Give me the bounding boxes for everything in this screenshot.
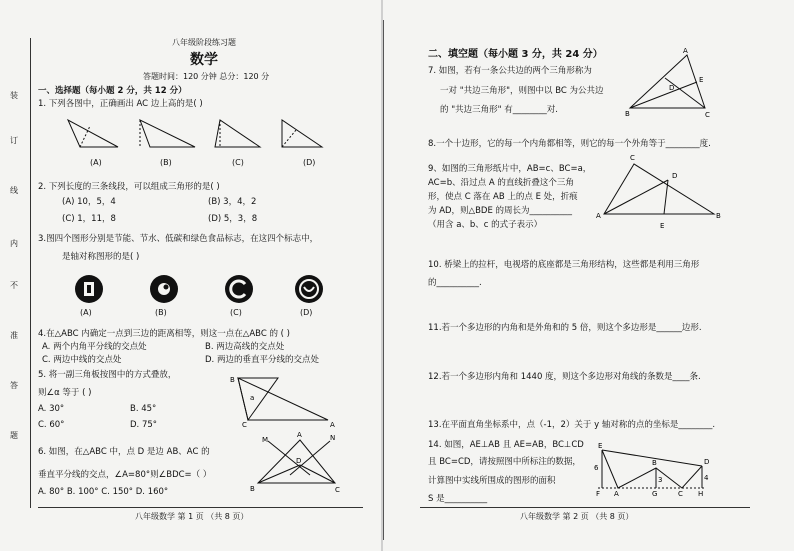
binding-char: 订 [10, 136, 18, 145]
footer-rule [38, 507, 363, 508]
q4-option-a: A. 两个内角平分线的交点处 [42, 342, 147, 352]
q5-label-alpha: a [250, 394, 255, 402]
q2-text: 2. 下列长度的三条线段，可以组成三角形的是( ) [38, 182, 220, 192]
q3-text-line2: 是轴对称图形的是( ) [62, 252, 140, 262]
q1-figure-a [68, 120, 118, 147]
q6-figure [250, 431, 350, 495]
q14-label-g: G [652, 490, 658, 498]
footer-rule [420, 507, 750, 508]
green-food-logo-icon [295, 275, 323, 303]
q3-text-line1: 3.图四个图形分别是节能、节水、低碳和绿色食品标志，在这四个标志中， [38, 234, 319, 244]
q1-figure-c [215, 120, 260, 147]
q6-label-c: C [335, 486, 340, 494]
q9-label-c: C [630, 154, 635, 162]
binding-char: 不 [10, 281, 18, 290]
q14-label-b: B [652, 459, 657, 467]
q13-text: 13.在平面直角坐标系中，点（-1，2）关于 y 轴对称的点的坐标是________. [428, 420, 716, 430]
q14-label-h: H [698, 490, 704, 498]
q14-text-line4: S 是__________ [428, 494, 488, 504]
q6-options: A. 80° B. 100° C. 150° D. 160° [38, 487, 169, 497]
q5-label-b: B [230, 376, 235, 384]
q5-option-c: C. 60° [38, 420, 65, 430]
q5-option-b: B. 45° [130, 404, 157, 414]
q7-label-a: A [683, 47, 688, 55]
q7-text-line2: 一对 "共边三角形"，则图中以 BC 为公共边 [440, 86, 604, 96]
q9-text-line3: 形，使点 C 落在 AB 上的点 E 处，折痕 [428, 192, 578, 202]
q6-label-b: B [250, 485, 255, 493]
q9-text-line2: AC=b、沿过点 A 的直线折叠这个三角 [428, 178, 574, 188]
q12-text: 12.若一个多边形内角和 1440 度，则这个多边形对角线的条数是____条. [428, 372, 701, 382]
binding-line [30, 38, 31, 508]
q14-text-line1: 14. 如图，AE⊥AB 且 AE=AB，BC⊥CD [428, 440, 584, 450]
q1-option-d: (D) [303, 158, 316, 167]
q5-option-a: A. 30° [38, 404, 65, 414]
q11-text: 11.若一个多边形的内角和是外角和的 5 倍，则这个多边形是______边形. [428, 323, 702, 333]
section-2-title: 二、填空题（每小题 3 分，共 24 分） [428, 49, 603, 60]
q10-text-line2: 的__________. [428, 278, 482, 288]
q9-text-line1: 9、如图的三角形纸片中，AB=c、BC=a， [428, 164, 592, 174]
binding-char: 准 [10, 331, 18, 340]
q14-label-3: 3 [658, 476, 663, 484]
q14-text-line3: 计算图中实线所围成的图形的面积 [428, 476, 556, 486]
page-footer-left: 八年级数学 第 1 页 （共 8 页） [135, 512, 249, 521]
q3-option-c: (C) [230, 308, 242, 317]
q2-option-c: (C) 1，11，8 [62, 214, 116, 224]
q3-option-a: (A) [80, 308, 92, 317]
q4-option-b: B. 两边高线的交点处 [205, 342, 285, 352]
q1-option-a: (A) [90, 158, 102, 167]
q2-option-a: (A) 10，5，4 [62, 197, 116, 207]
q1-text: 1. 下列各图中，正确画出 AC 边上高的是( ) [38, 99, 203, 109]
q1-option-b: (B) [160, 158, 172, 167]
binding-char: 答 [10, 381, 18, 390]
q1-figure-d [282, 120, 322, 147]
binding-char: 装 [10, 91, 18, 100]
q9-label-d: D [672, 172, 678, 180]
q1-figure-b [140, 120, 195, 147]
q14-text-line2: 且 BC=CD，请按照图中所标注的数据， [428, 457, 581, 467]
q5-text: 5. 将一副三角板按图中的方式叠放， [38, 370, 177, 380]
q7-label-b: B [625, 110, 630, 118]
page-footer-right: 八年级数学 第 2 页 （共 8 页） [520, 512, 634, 521]
q6-text-line1: 6. 如图，在△ABC 中，点 D 是边 AB、AC 的 [38, 447, 210, 457]
q7-label-c: C [705, 111, 710, 119]
q5-figure [228, 370, 338, 430]
q2-option-b: (B) 3，4，2 [208, 197, 257, 207]
q9-figure [596, 150, 724, 235]
energy-saving-logo-icon [75, 275, 103, 303]
water-saving-logo-icon [150, 275, 178, 303]
q9-text-line4: 为 AD，则△BDE 的周长为__________ [428, 206, 573, 216]
q4-option-c: C. 两边中线的交点处 [42, 355, 122, 365]
low-carbon-logo-icon [225, 275, 253, 303]
q9-label-a: A [596, 212, 601, 220]
q14-label-a: A [614, 490, 619, 498]
binding-char: 题 [10, 431, 18, 440]
q2-option-d: (D) 5，3，8 [208, 214, 258, 224]
binding-margin [0, 0, 30, 551]
binding-char: 线 [10, 186, 18, 195]
subject-title: 数学 [190, 52, 218, 68]
q1-option-c: (C) [232, 158, 244, 167]
q14-label-e: E [598, 442, 603, 450]
q6-label-d: D [296, 457, 302, 465]
exam-header: 八年级阶段练习题 [172, 38, 236, 47]
q1-figures [60, 112, 360, 157]
q14-label-d: D [704, 458, 710, 466]
q14-label-6: 6 [594, 464, 599, 472]
q14-label-c: C [678, 490, 683, 498]
q7-label-e: E [699, 76, 704, 84]
q14-label-f: F [596, 490, 601, 498]
q7-label-d: D [669, 84, 675, 92]
q9-label-b: B [716, 212, 721, 220]
q6-text-line2: 垂直平分线的交点，∠A=80°则∠BDC=（ ） [38, 470, 212, 480]
q10-text-line1: 10. 桥梁上的拉杆，电视塔的底座都是三角形结构，这些都是利用三角形 [428, 260, 700, 270]
q9-text-line5: （用含 a、b、c 的式子表示） [428, 220, 543, 230]
q7-text-line1: 7. 如图，若有一条公共边的两个三角形称为 [428, 66, 592, 76]
q5-label-c: C [242, 421, 247, 429]
q4-option-d: D. 两边的垂直平分线的交点处 [205, 355, 319, 365]
q6-label-n: N [330, 434, 336, 442]
q9-label-e: E [660, 222, 665, 230]
q3-option-b: (B) [155, 308, 167, 317]
q6-label-a: A [297, 431, 302, 439]
q5-label-a: A [330, 421, 335, 429]
q3-option-d: (D) [300, 308, 313, 317]
q14-label-4: 4 [704, 474, 709, 482]
q6-label-m: M [262, 436, 269, 444]
binding-char: 内 [10, 239, 18, 248]
q7-text-line3: 的 "共边三角形" 有________对. [440, 105, 558, 115]
q5-text-line2: 则∠α 等于 ( ) [38, 388, 92, 398]
q4-text: 4.在△ABC 内确定一点到三边的距离相等，则这一点在△ABC 的 ( ) [38, 329, 290, 339]
q8-text: 8.一个十边形，它的每一个内角都相等，则它的每一个外角等于________度. [428, 139, 711, 149]
q14-figure [594, 440, 714, 498]
section-1-title: 一、选择题（每小题 2 分，共 12 分） [38, 86, 187, 96]
q7-figure [625, 47, 720, 120]
q5-option-d: D. 75° [130, 420, 158, 430]
page-gutter-line [383, 20, 384, 540]
time-score: 答题时间：120 分钟 总分：120 分 [143, 72, 270, 81]
